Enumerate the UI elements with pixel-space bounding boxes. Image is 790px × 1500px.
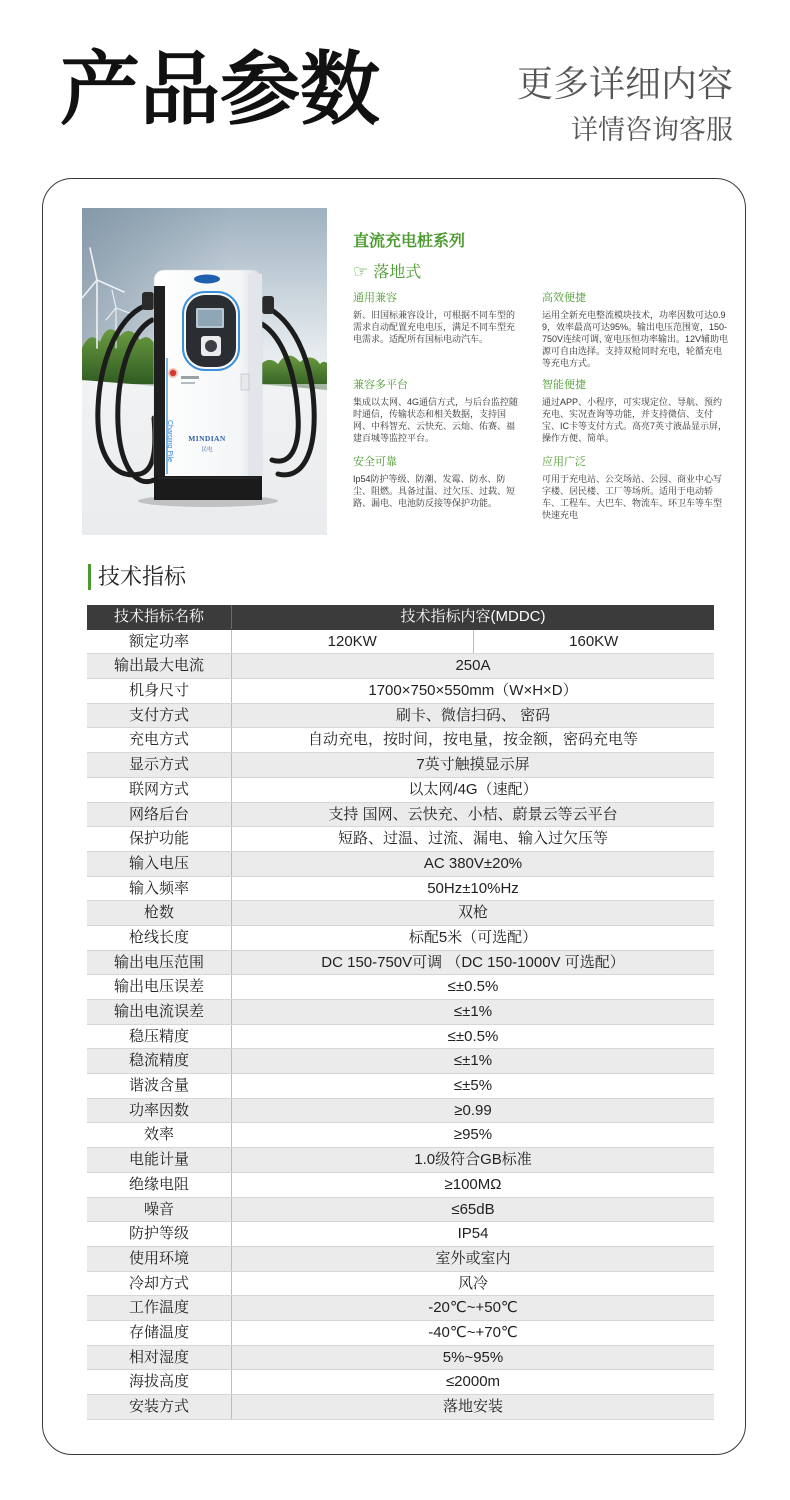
- spec-name-cell: 相对湿度: [87, 1346, 232, 1370]
- install-type-label: 落地式: [373, 263, 422, 281]
- spec-name-cell: 枪数: [87, 901, 232, 925]
- spec-name-cell: 使用环境: [87, 1247, 232, 1271]
- column-header: 技术指标名称: [87, 605, 232, 629]
- spec-name-cell: 输入频率: [87, 877, 232, 901]
- spec-value-cell: ≥0.99: [454, 1101, 492, 1119]
- spec-value-cell: 7英寸触摸显示屏: [416, 756, 530, 774]
- spec-name-cell: 充电方式: [87, 728, 232, 752]
- spec-value-cell: 1.0级符合GB标准: [414, 1151, 532, 1169]
- table-row: [87, 975, 714, 1000]
- brand-text: MINDIAN: [188, 434, 226, 443]
- customer-service-text: 详情咨询客服: [571, 115, 733, 145]
- feature-title: 智能便捷: [542, 379, 586, 391]
- feature-block: [353, 291, 519, 345]
- table-row: [87, 1395, 714, 1420]
- spec-value-cell: 250A: [455, 657, 491, 675]
- spec-value-cell: 短路、过温、过流、漏电、输入过欠压等: [337, 830, 608, 848]
- spec-name-cell: 稳压精度: [87, 1025, 232, 1049]
- feature-text: 可用于充电站、公交场站、公园、商业中心写字楼、居民楼、工厂等场所。适用于电动轿车、工程车、大巴车、物流车、环卫车等车型快速充电: [542, 474, 723, 520]
- brand-badge: [194, 275, 220, 284]
- section-heading: 技术指标: [98, 564, 187, 589]
- spec-value-cell: ≤2000m: [445, 1373, 501, 1391]
- column-header: 技术指标内容(MDDC): [400, 608, 546, 625]
- spec-value-cell: 双枪: [457, 904, 488, 922]
- spec-value-cell: 120KW: [327, 632, 377, 650]
- feature-block: [542, 455, 730, 520]
- spec-name-cell: 工作温度: [87, 1296, 232, 1320]
- table-row: [87, 753, 714, 778]
- spec-name-cell: 安装方式: [87, 1395, 232, 1419]
- feature-text: Ip54防护等级、防潮、发霉、防水、防尘、阻燃。具备过温、过欠压、过载、短路、漏电、电池防反接等保护功能。: [353, 474, 516, 508]
- spec-value-cell: 1700×750×550mm（W×H×D）: [368, 682, 578, 700]
- feature-title: 通用兼容: [353, 292, 397, 304]
- spec-value-cell: AC 380V±20%: [423, 854, 523, 872]
- table-row: [87, 1321, 714, 1346]
- spec-name-cell: 存储温度: [87, 1321, 232, 1345]
- table-row: [87, 803, 714, 828]
- spec-name-cell: 机身尺寸: [87, 679, 232, 703]
- spec-value-cell: DC 150-750V可调 （DC 150-1000V 可选配）: [321, 953, 625, 971]
- spec-value-cell: 自动充电，按时间，按电量，按金额，密码充电等: [307, 731, 638, 749]
- page-title: 产品参数: [60, 45, 380, 134]
- table-row: [87, 1123, 714, 1148]
- spec-name-cell: 效率: [87, 1123, 232, 1147]
- table-row: [87, 704, 714, 729]
- spec-value-cell: ≥95%: [453, 1126, 493, 1144]
- spec-table: [87, 605, 714, 1420]
- brand-cn-text: 民电: [201, 447, 213, 453]
- spec-value-cell: -40℃~+70℃: [428, 1323, 518, 1341]
- spec-name-cell: 联网方式: [87, 778, 232, 802]
- table-row: [87, 778, 714, 803]
- emergency-stop-button: [170, 370, 176, 376]
- spec-name-cell: 枪线长度: [87, 926, 232, 950]
- spec-value-cell: ≤±0.5%: [447, 978, 499, 996]
- series-title: 直流充电桩系列: [353, 233, 466, 250]
- spec-value-cell: 支持 国网、云快充、小桔、蔚景云等云平台: [328, 805, 618, 823]
- feature-text: 通过APP、小程序，可实现定位、导航、预约充电、实况查询等功能，并支持微信、支付宝、IC卡等支付方式。高亮7英寸液晶显示屏，操作方便、简单。: [542, 397, 728, 443]
- spec-value-cell: 风冷: [457, 1274, 488, 1292]
- more-details-text: 更多详细内容: [516, 63, 733, 104]
- section-accent-bar: [88, 564, 91, 590]
- table-row: [87, 1173, 714, 1198]
- spec-name-cell: 保护功能: [87, 827, 232, 851]
- spec-value-cell: 5%~95%: [442, 1348, 504, 1366]
- spec-value-cell: 室外或室内: [435, 1249, 511, 1267]
- feature-text: 新、旧国标兼容设计，可根据不同车型的需求自动配置充电电压，满足不同车型充电需求。适配所有国标电动汽车。: [353, 310, 516, 344]
- table-row: [87, 827, 714, 852]
- spec-name-cell: 额定功率: [87, 630, 232, 654]
- side-text: Charging Pile: [166, 420, 173, 463]
- table-row: [87, 654, 714, 679]
- table-row: [87, 630, 714, 655]
- feature-title: 兼容多平台: [353, 379, 408, 391]
- spec-value-cell: 160KW: [473, 630, 715, 654]
- spec-value-cell: 50Hz±10%Hz: [427, 879, 519, 897]
- table-row: [87, 1272, 714, 1297]
- spec-name-cell: 绝缘电阻: [87, 1173, 232, 1197]
- feature-title: 高效便捷: [542, 292, 586, 304]
- spec-value-cell: IP54: [457, 1225, 489, 1243]
- charging-connector: [142, 292, 154, 310]
- spec-value-cell: ≤±1%: [453, 1052, 493, 1070]
- table-row: [87, 877, 714, 902]
- table-row: [87, 926, 714, 951]
- spec-name-cell: 稳流精度: [87, 1049, 232, 1073]
- spec-value-cell: ≤65dB: [451, 1200, 495, 1218]
- spec-name-cell: 输入电压: [87, 852, 232, 876]
- table-row: [87, 1099, 714, 1124]
- table-row: [87, 1346, 714, 1371]
- table-row: [87, 1296, 714, 1321]
- spec-name-cell: 输出最大电流: [87, 654, 232, 678]
- spec-value-cell: 以太网/4G（速配）: [408, 780, 538, 798]
- spec-name-cell: 冷却方式: [87, 1272, 232, 1296]
- feature-block: [353, 378, 519, 444]
- spec-name-cell: 噪音: [87, 1198, 232, 1222]
- table-row: [87, 1198, 714, 1223]
- spec-name-cell: 输出电流误差: [87, 1000, 232, 1024]
- table-row: [87, 1148, 714, 1173]
- product-image: [82, 208, 327, 535]
- table-row: [87, 679, 714, 704]
- feature-title: 应用广泛: [542, 456, 586, 468]
- feature-text: 运用全新充电整流模块技术，功率因数可达0.99，效率最高可达95%。输出电压范围宽，150-750V连续可调, 宽电压恒功率输出。12V辅助电源可自由选择。支持双枪同时充电，轮循充电等充电方式。: [542, 310, 729, 368]
- table-header-row: [87, 605, 714, 630]
- charger-illustration: [82, 208, 327, 535]
- spec-value-cell: 落地安装: [442, 1398, 503, 1415]
- spec-name-cell: 显示方式: [87, 753, 232, 777]
- table-row: [87, 1000, 714, 1025]
- spec-name-cell: 网络后台: [87, 803, 232, 827]
- feature-block: [353, 455, 519, 509]
- spec-name-cell: 谐波含量: [87, 1074, 232, 1098]
- spec-value-cell: 刷卡、微信扫码、 密码: [395, 706, 551, 724]
- spec-value-cell: ≤±5%: [453, 1077, 493, 1095]
- spec-value-cell: ≥100MΩ: [444, 1175, 502, 1193]
- table-row: [87, 951, 714, 976]
- spec-name-cell: 输出电压误差: [87, 975, 232, 999]
- spec-name-cell: 输出电压范围: [87, 951, 232, 975]
- spec-value-cell: ≤±1%: [453, 1003, 493, 1020]
- spec-value-cell: ≤±0.5%: [447, 1027, 499, 1045]
- table-row: [87, 728, 714, 753]
- feature-title: 安全可靠: [353, 456, 397, 468]
- table-row: [87, 1074, 714, 1099]
- table-row: [87, 1049, 714, 1074]
- feature-block: [542, 291, 730, 369]
- charger-cabinet: [154, 270, 262, 500]
- spec-value-cell: 标配5米（可选配）: [408, 928, 538, 946]
- spec-name-cell: 功率因数: [87, 1099, 232, 1123]
- table-row: [87, 1247, 714, 1272]
- table-row: [87, 852, 714, 877]
- spec-name-cell: 防护等级: [87, 1222, 232, 1246]
- spec-name-cell: 支付方式: [87, 704, 232, 728]
- spec-name-cell: 电能计量: [87, 1148, 232, 1172]
- install-type: [353, 263, 421, 282]
- spec-value-cell: -20℃~+50℃: [428, 1299, 518, 1317]
- feature-text: 集成以太网、4G通信方式，与后台监控随时通信，传输状态和相关数据，支持国网、中科智充、云快充、云灿、佑赛、福建百城等监控平台。: [353, 397, 519, 443]
- table-row: [87, 1025, 714, 1050]
- table-row: [87, 901, 714, 926]
- table-row: [87, 1222, 714, 1247]
- feature-block: [542, 378, 730, 444]
- spec-name-cell: 海拔高度: [87, 1370, 232, 1394]
- hand-pointing-right-icon: [353, 263, 373, 282]
- table-row: [87, 1370, 714, 1395]
- charging-connector: [262, 296, 274, 314]
